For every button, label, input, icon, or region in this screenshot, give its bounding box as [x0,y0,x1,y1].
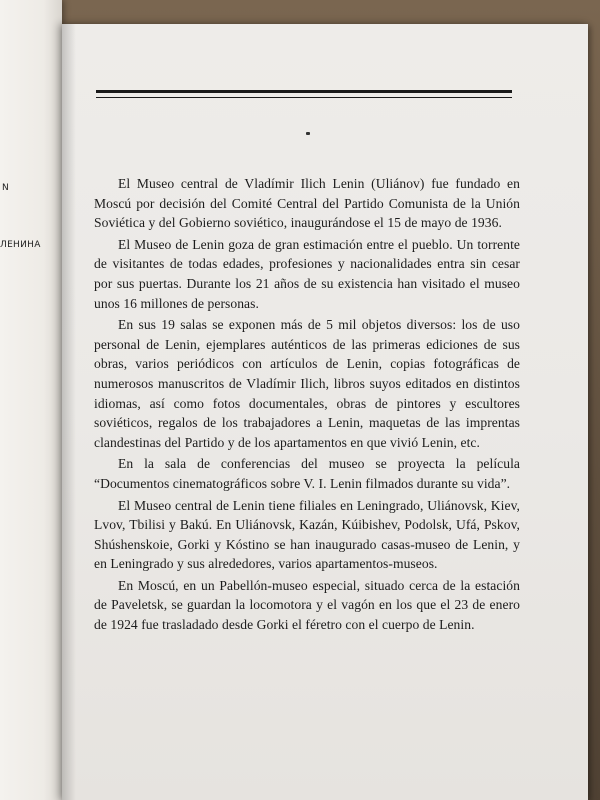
left-page-fragment: ЛЕНИНА [0,240,41,250]
page-gutter-shadow [62,24,76,800]
paragraph: En la sala de conferencias del museo se proyecta la película “Documentos cinematográficos sobre V. I. Lenin filmados durante su vida”. [94,456,520,491]
paragraph: El Museo de Lenin goza de gran estimación entre el pueblo. Un torrente de visitantes de todas edades, profesiones y nacionalidades entra sin cesar por sus puertas. Durante los 21 años de su existencia han visitado el museo unos 16 millones de personas. [94,236,520,311]
paragraph: El Museo central de Lenin tiene filiales en Leningrado, Uliánovsk, Kiev, Lvov, Tbilisi y Bakú. En Uliánovsk, Kazán, Kúibishev, Podolsk, Ufá, Pskov, Shúshenskoie, Gorki y Kóstino se han inaugurado casas-museo de Lenin, y en Leningrado y sus alrededores, varios apartamentos-museos. [94,497,520,572]
left-page [0,0,62,800]
ink-speck [306,132,310,135]
left-page-fragment: N [2,183,10,193]
header-rule-thin [96,97,512,98]
book-page [62,24,588,800]
paragraph: En Moscú, en un Pabellón-museo especial, situado cerca de la estación de Paveletsk, se guardan la locomotora y el vagón en los que el 23 de enero de 1924 fue trasladado desde Gorki el féretro con el cuerpo de Lenin. [94,577,520,633]
header-rule-thick [96,90,512,93]
body-text [94,174,520,637]
paragraph: En sus 19 salas se exponen más de 5 mil objetos diversos: los de uso personal de Lenin, ejemplares auténticos de las primeras ediciones de sus obras, varios periódicos con artículos de Lenin, copias fotográficas de numerosos manuscritos de Vladímir Ilich, libros suyos editados en distintos idiomas, así como fotos documentales, obras de pintores y escultores soviéticos, regalos de los trabajadores a Lenin, maquetas de las imprentas clandestinas del Partido y de los apartamentos en que vivió Lenin, etc. [94,317,520,450]
paragraph: El Museo central de Vladímir Ilich Lenin (Uliánov) fue fundado en Moscú por decisión del Comité Central del Partido Comunista de la Unión Soviética y del Gobierno soviético, inaugurándose el 15 de mayo de 1936. [94,176,520,231]
